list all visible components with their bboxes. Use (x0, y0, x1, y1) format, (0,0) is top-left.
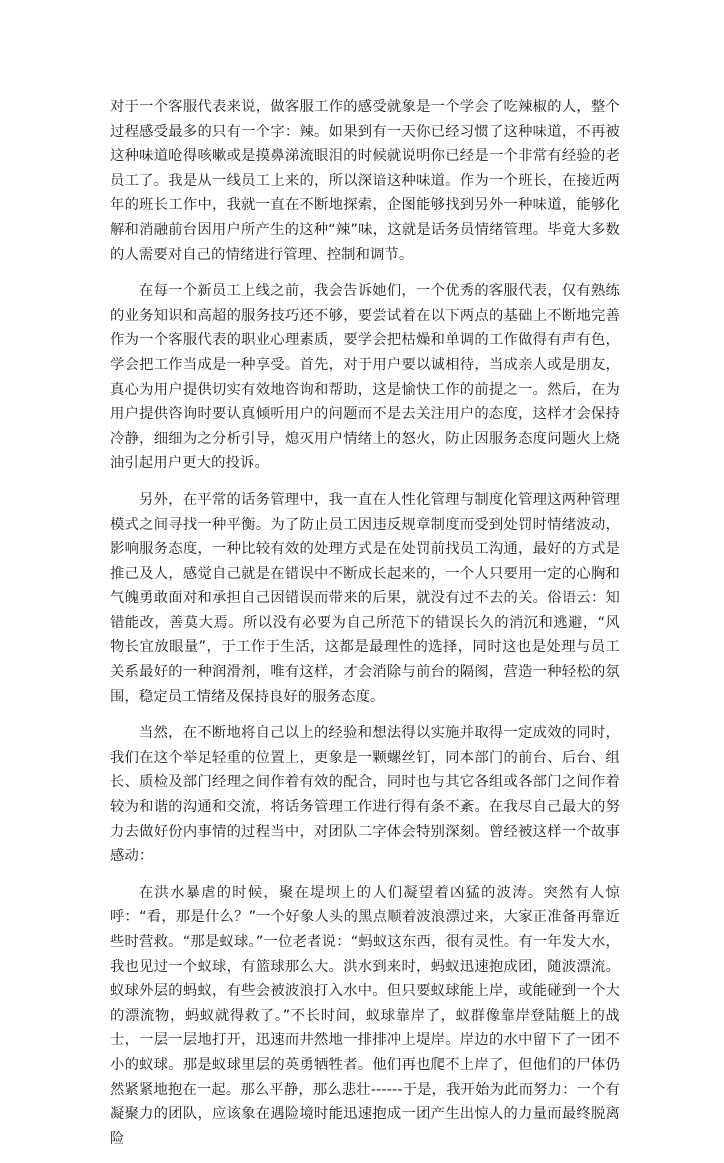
paragraph-4: 当然，在不断地将自己以上的经验和想法得以实施并取得一定成效的同时，我们在这个举足轻重的位置上，更象是一颗螺丝钉，同本部门的前台、后台、组长、质检及部门经理之间作着有效的配合，同时也与其它各组或各部门之间作着较为和谐的沟通和交流，将话务管理工作进行得有条不紊。在我尽自己最大的努力去做好份内事情的过程当中，对团队二字体会特别深刻。曾经被这样一个故事感动： (110, 725, 620, 865)
paragraph-2: 在每一个新员工上线之前，我会告诉她们，一个优秀的客服代表，仅有熟练的业务知识和高超的服务技巧还不够，要尝试着在以下两点的基础上不断地完善作为一个客服代表的职业心理素质，要学会把枯燥和单调的工作做得有声有色，学会把工作当成是一种享受。首先，对于用户要以诚相待，当成亲人或是朋友，真心为用户提供切实有效地咨询和帮助，这是愉快工作的前提之一。然后，在为用户提供咨询时要认真倾听用户的问题而不是去关注用户的态度，这样才会保持冷静，细细为之分析引导，熄灭用户情绪上的怒火，防止因服务态度问题火上烧油引起用户更大的投诉。 (110, 283, 620, 472)
document-body (110, 95, 620, 1163)
paragraph-5: 在洪水暴虐的时候，聚在堤坝上的人们凝望着凶猛的波涛。突然有人惊呼：“看，那是什么？”一个好象人头的黑点顺着波浪漂过来，大家正准备再靠近些时营救。“那是蚁球。”一位老者说：“蚂蚁这东西，很有灵性。有一年发大水，我也见过一个蚁球，有篮球那么大。洪水到来时，蚂蚁迅速抱成团，随波漂流。蚁球外层的蚂蚁，有些会被波浪打入水中。但只要蚁球能上岸，或能碰到一个大的漂流物，蚂蚁就得救了。”不长时间，蚁球靠岸了，蚁群像靠岸登陆艇上的战士，一层一层地打开，迅速而井然地一排排冲上堤岸。岸边的水中留下了一团不小的蚁球。那是蚁球里层的英勇牺牲者。他们再也爬不上岸了，但他们的尸体仍然紧紧地抱在一起。那么平静，那么悲壮------于是，我开始为此而努力：一个有凝聚力的团队，应该象在遇险境时能迅速抱成一团产生出惊人的力量而最终脱离险 (110, 884, 620, 1147)
paragraph-1: 对于一个客服代表来说，做客服工作的感受就象是一个学会了吃辣椒的人，整个过程感受最多的只有一个字：辣。如果到有一天你已经习惯了这种味道，不再被这种味道呛得咳嗽或是摸鼻涕流眼泪的时候就说明你已经是一个非常有经验的老员工了。我是从一线员工上来的，所以深谙这种味道。作为一个班长，在接近两年的班长工作中，我就一直在不断地探索，企图能够找到另外一种味道，能够化解和消融前台因用户所产生的这种“辣”味，这就是话务员情绪管理。毕竟大多数的人需要对自己的情绪进行管理、控制和调节。 (110, 99, 620, 263)
paragraph-3: 另外，在平常的话务管理中，我一直在人性化管理与制度化管理这两种管理模式之间寻找一种平衡。为了防止员工因违反规章制度而受到处罚时情绪波动，影响服务态度，一种比较有效的处理方式是在处罚前找员工沟通，最好的方式是推己及人，感觉自己就是在错误中不断成长起来的，一个人只要用一定的心胸和气魄勇敢面对和承担自己因错误而带来的后果，就没有过不去的关。俗语云：知错能改，善莫大焉。所以没有必要为自己所范下的错误长久的消沉和逃避，“风物长宜放眼量”，于工作于生活，这都是最理性的选择，同时这也是处理与员工关系最好的一种润滑剂，唯有这样，才会消除与前台的隔阂，营造一种轻松的氛围，稳定员工情绪及保持良好的服务态度。 (110, 491, 620, 705)
